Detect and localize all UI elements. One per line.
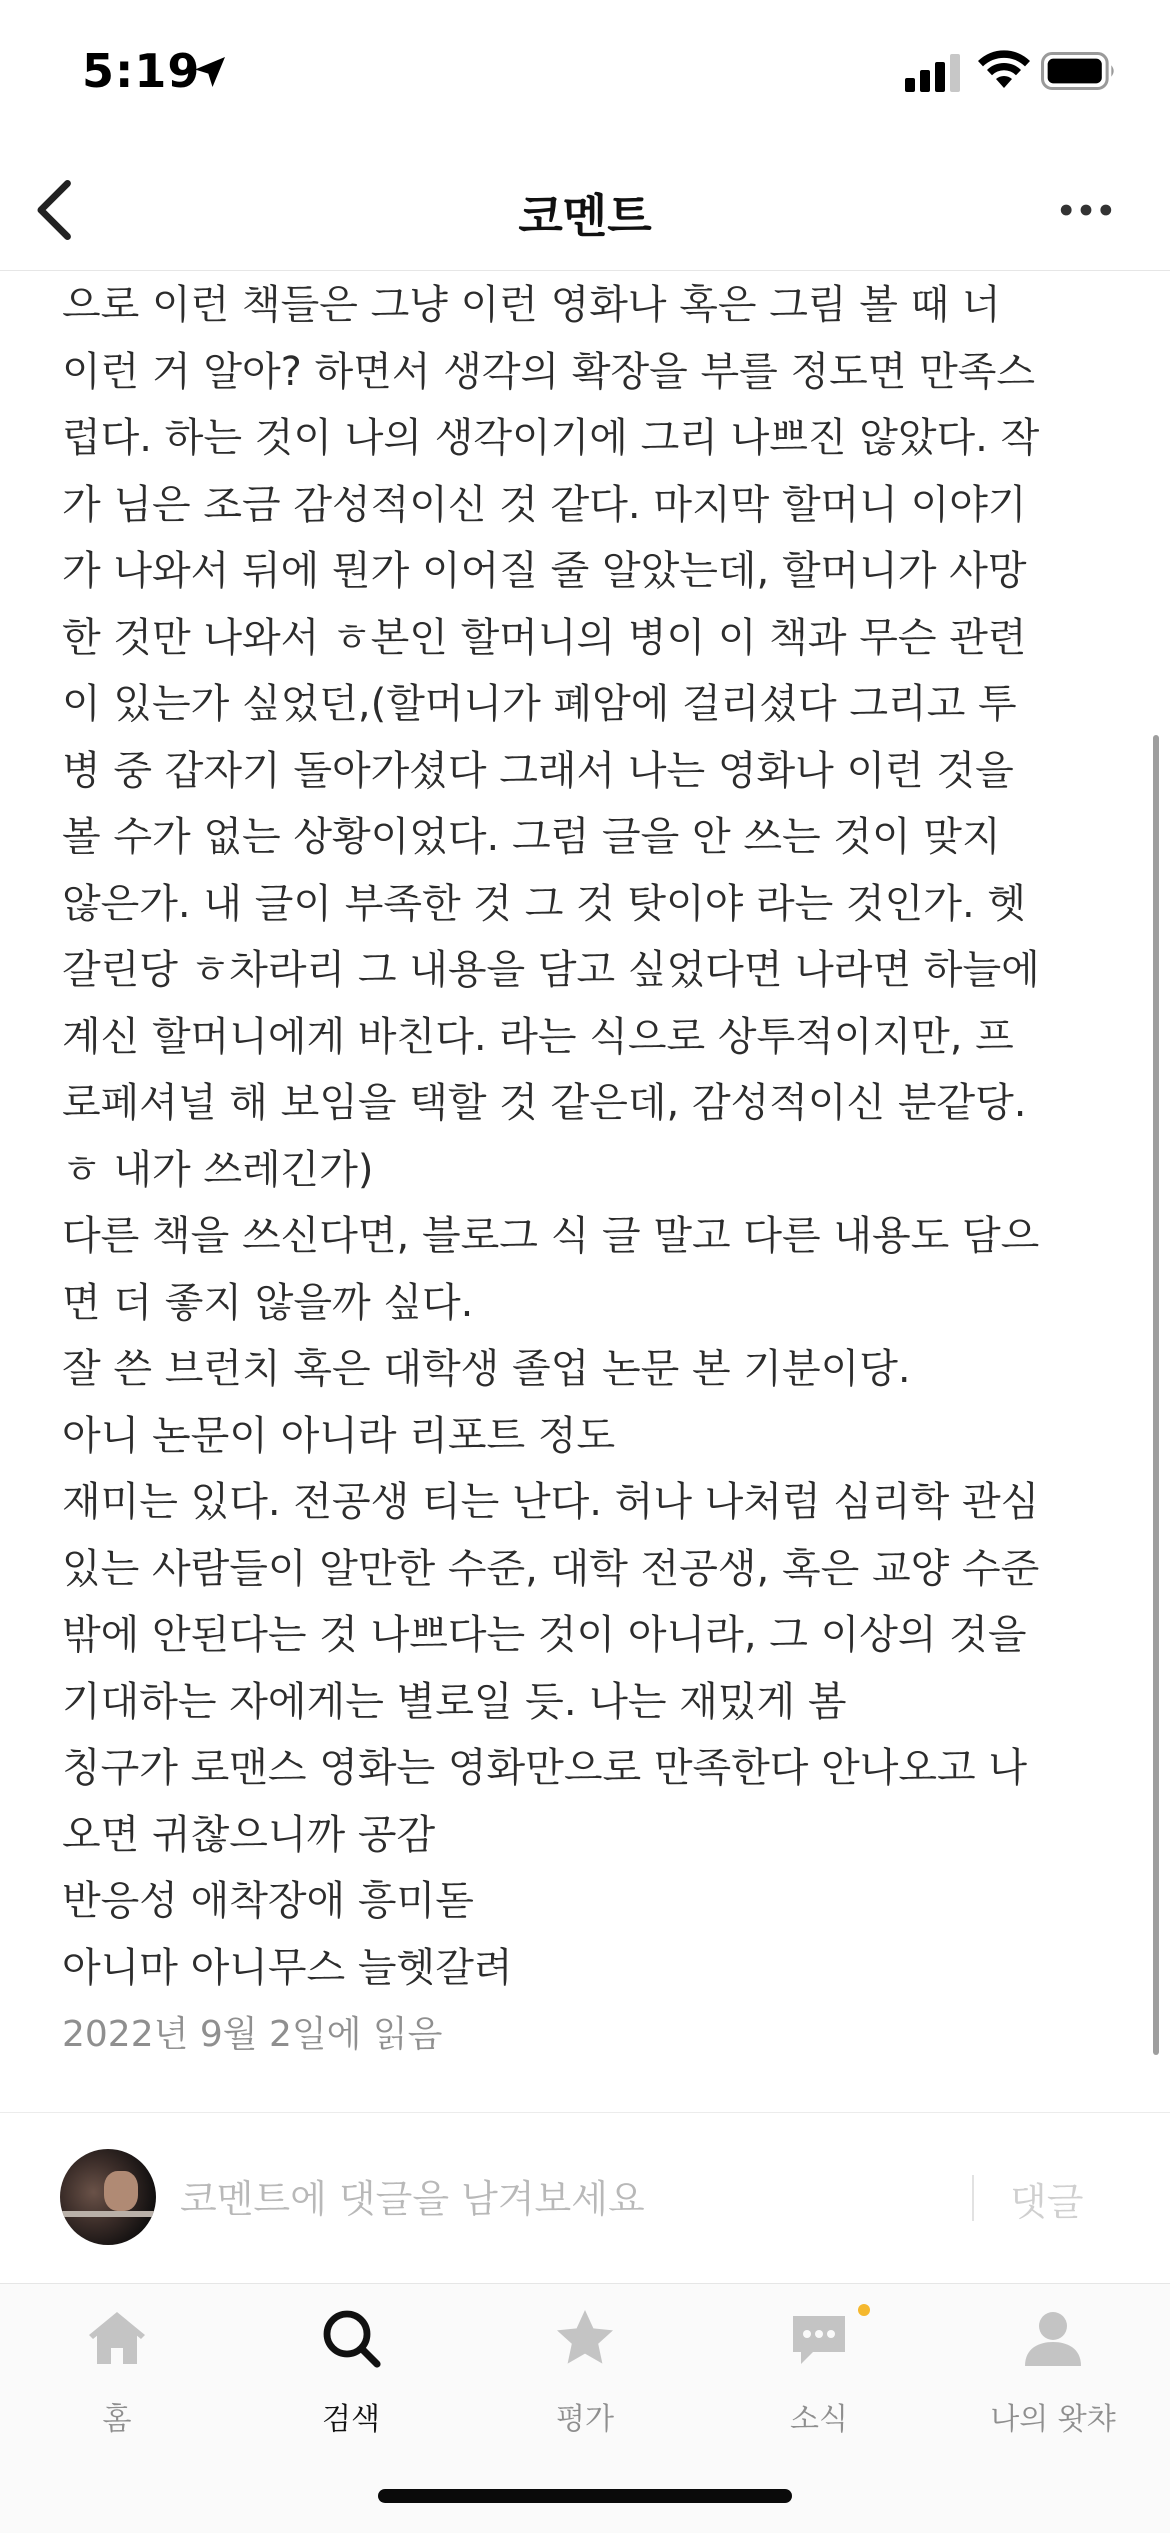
avatar (60, 2149, 156, 2245)
notification-badge (858, 2304, 870, 2316)
comment-line: 기대하는 자에게는 별로일 듯. 나는 재밌게 봄 (62, 1678, 847, 1725)
comment-line: 다른 책을 쓰신다면, 블로그 식 글 말고 다른 내용도 담으 (62, 1213, 1040, 1259)
comment-line: 가 님은 조금 감성적이신 것 같다. 마지막 할머니 이야기 (62, 481, 1027, 528)
comment-line: 한 것만 나와서 ㅎ본인 할머니의 병이 이 책과 무슨 관련 (62, 614, 1027, 661)
tab-label: 홈 (102, 2402, 132, 2437)
comment-line: 럽다. 하는 것이 나의 생각이기에 그리 나쁘진 않았다. 작 (62, 415, 1040, 461)
comment-line: 칭구가 로맨스 영화는 영화만으로 만족한다 안나오고 나 (62, 1745, 1028, 1791)
tab-label: 평가 (556, 2402, 614, 2437)
comment-body (62, 272, 1112, 2082)
reply-separator (972, 2175, 974, 2221)
page-title: 코멘트 (518, 189, 652, 243)
comment-line: 병 중 갑자기 돌아가셨다 그래서 나는 영화나 이런 것을 (62, 747, 1014, 794)
status-time: 5:19 (82, 44, 201, 98)
comment-line: 반응성 애착장애 흥미돋 (62, 1878, 474, 1924)
comment-line: 계신 할머니에게 바친다. 라는 식으로 상투적이지만, 프 (62, 1013, 1014, 1060)
comment-line: 않은가. 내 글이 부족한 것 그 것 탓이야 라는 것인가. 헷 (62, 880, 1027, 927)
chat-icon (785, 2304, 853, 2372)
home-indicator[interactable] (378, 2489, 792, 2503)
comment-line: 아니마 아니무스 늘헷갈려 (62, 1944, 513, 1991)
read-date: 2022년 9월 2일에 읽음 (62, 2014, 443, 2055)
comment-line: 아니 논문이 아니라 리포트 정도 (62, 1412, 616, 1459)
tab-my-watcha[interactable] (936, 2284, 1170, 2464)
tab-label: 소식 (790, 2402, 848, 2437)
status-bar (0, 0, 1170, 150)
tab-label: 검색 (322, 2402, 380, 2437)
search-icon (317, 2304, 385, 2372)
comment-line: ㅎ 내가 쓰레긴가) (62, 1146, 374, 1193)
comment-line: 잘 쓴 브런치 혹은 대학생 졸업 논문 본 기분이당. (62, 1346, 911, 1392)
header (0, 150, 1170, 271)
comment-line: 밖에 안된다는 것 나쁘다는 것이 아니라, 그 이상의 것을 (62, 1612, 1027, 1658)
comment-line: 으로 이런 책들은 그냥 이런 영화나 혹은 그림 볼 때 너 (62, 282, 1001, 328)
comment-line: 있는 사람들이 알만한 수준, 대학 전공생, 혹은 교양 수준 (62, 1545, 1040, 1592)
comment-line: 갈린당 ㅎ차라리 그 내용을 담고 싶었다면 나라면 하늘에 (62, 947, 1040, 993)
tab-home[interactable] (0, 2284, 234, 2464)
battery-icon (1040, 52, 1118, 90)
tab-label: 나의 왓챠 (990, 2402, 1116, 2437)
more-options-icon[interactable] (1050, 174, 1122, 246)
home-icon (83, 2304, 151, 2372)
comment-line: 재미는 있다. 전공생 티는 난다. 허나 나처럼 심리학 관심 (62, 1479, 1040, 1525)
reply-bar (0, 2113, 1170, 2283)
reply-submit-button[interactable]: 댓글 (1010, 2180, 1084, 2224)
signal-icon (905, 52, 961, 92)
person-icon (1019, 2304, 1087, 2372)
comment-line: 오면 귀찮으니까 공감 (62, 1811, 436, 1858)
tab-news[interactable] (702, 2284, 936, 2464)
comment-line: 면 더 좋지 않을까 싶다. (62, 1279, 474, 1326)
comment-line: 이런 거 알아? 하면서 생각의 확장을 부를 정도면 만족스 (62, 348, 1036, 395)
comment-line: 가 나와서 뒤에 뭔가 이어질 줄 알았는데, 할머니가 사망 (62, 548, 1027, 594)
reply-input[interactable] (180, 2169, 940, 2229)
star-icon (551, 2304, 619, 2372)
wifi-icon (976, 48, 1032, 92)
tab-search[interactable] (234, 2284, 468, 2464)
tab-rating[interactable] (468, 2284, 702, 2464)
location-arrow-icon (190, 52, 230, 92)
comment-line: 로페셔널 해 보임을 택할 것 같은데, 감성적이신 분같당. (62, 1080, 1027, 1126)
scrollbar[interactable] (1153, 735, 1159, 2055)
comment-line: 볼 수가 없는 상황이었다. 그럼 글을 안 쓰는 것이 맞지 (62, 814, 1001, 860)
comment-line: 이 있는가 싶었던,(할머니가 폐암에 걸리셨다 그리고 투 (62, 681, 1017, 727)
